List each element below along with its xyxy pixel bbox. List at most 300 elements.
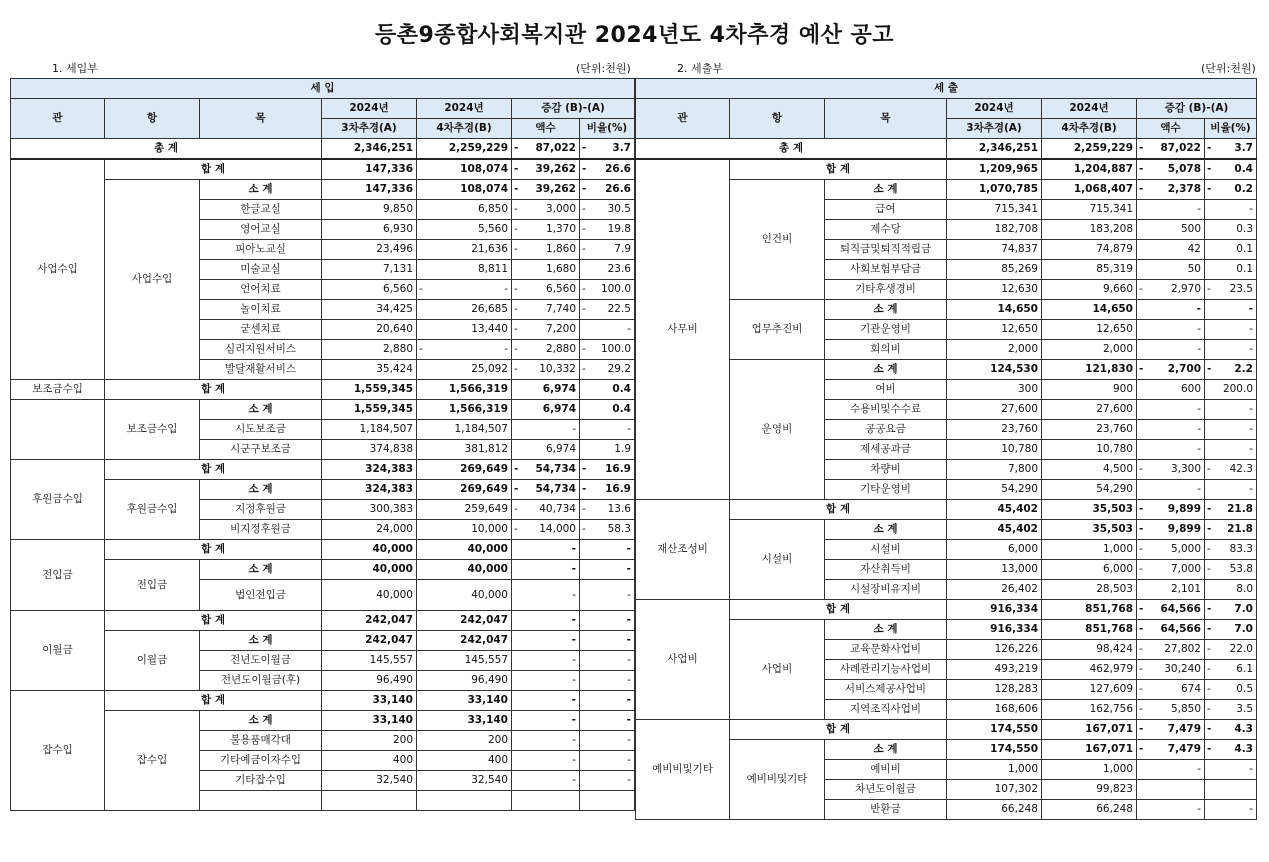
cell-diff-ratio: - — [580, 631, 635, 651]
cell-4th-supp: 167,071 — [1042, 740, 1137, 760]
total-b: 2,259,229 — [1042, 139, 1137, 160]
cell-mok: 공공요금 — [825, 420, 947, 440]
cell-diff-amount: - 39,262 — [512, 159, 580, 180]
cell-3rd-supp: 147,336 — [322, 159, 417, 180]
cell-gwan — [11, 400, 105, 460]
cell-3rd-supp: 27,600 — [947, 400, 1042, 420]
cell-4th-supp: 1,000 — [1042, 540, 1137, 560]
cell-4th-supp: 8,811 — [417, 260, 512, 280]
cell-mok: 차년도이월금 — [825, 780, 947, 800]
cell-mok: 기타후생경비 — [825, 280, 947, 300]
cell-diff-ratio: 23.6 — [580, 260, 635, 280]
cell-3rd-supp: 145,557 — [322, 651, 417, 671]
cell-gwan: 이월금 — [11, 611, 105, 691]
cell-4th-supp: 98,424 — [1042, 640, 1137, 660]
total-b: 2,259,229 — [417, 139, 512, 160]
col-ratio: 비율(%) — [580, 119, 635, 139]
cell-diff-ratio: - — [1205, 340, 1257, 360]
cell-4th-supp: 12,650 — [1042, 320, 1137, 340]
cell-mok: 합 계 — [730, 720, 947, 740]
cell-mok: 회의비 — [825, 340, 947, 360]
cell-mok: 급여 — [825, 200, 947, 220]
cell-diff-amount: - — [512, 771, 580, 791]
cell-4th-supp: 200 — [417, 731, 512, 751]
cell-4th-supp: 96,490 — [417, 671, 512, 691]
total-diff: - 87,022 — [1137, 139, 1205, 160]
cell-diff-ratio: 0.1 — [1205, 240, 1257, 260]
cell-mok: 교육문화사업비 — [825, 640, 947, 660]
cell-diff-ratio: - 3.5 — [1205, 700, 1257, 720]
cell-3rd-supp: 242,047 — [322, 611, 417, 631]
table-row — [11, 380, 635, 400]
cell-4th-supp: 35,503 — [1042, 500, 1137, 520]
cell-diff-ratio: - — [580, 560, 635, 580]
cell-3rd-supp: 1,070,785 — [947, 180, 1042, 200]
cell-mok: 시도보조금 — [200, 420, 322, 440]
cell-diff-amount: - — [1137, 300, 1205, 320]
cell-mok: 차량비 — [825, 460, 947, 480]
cell-3rd-supp: 40,000 — [322, 580, 417, 611]
cell-diff-amount: - — [512, 671, 580, 691]
col-mok: 목 — [825, 99, 947, 139]
table-row — [636, 620, 1257, 640]
cell-3rd-supp: 32,540 — [322, 771, 417, 791]
cell-diff-amount: 500 — [1137, 220, 1205, 240]
cell-4th-supp: 21,636 — [417, 240, 512, 260]
cell-diff-ratio: - 100.0 — [580, 280, 635, 300]
col-y1: 2024년 — [322, 99, 417, 119]
cell-mok: 심리지원서비스 — [200, 340, 322, 360]
cell-3rd-supp: 35,424 — [322, 360, 417, 380]
col-y1-sub: 3차추경(A) — [947, 119, 1042, 139]
cell-diff-ratio: - 4.3 — [1205, 740, 1257, 760]
cell-mok: 영어교실 — [200, 220, 322, 240]
cell-diff-ratio: - — [1205, 200, 1257, 220]
total-ratio: - 3.7 — [1205, 139, 1257, 160]
cell-diff-amount: 50 — [1137, 260, 1205, 280]
cell-3rd-supp: 324,383 — [322, 460, 417, 480]
cell-4th-supp: 9,660 — [1042, 280, 1137, 300]
cell-3rd-supp: 96,490 — [322, 671, 417, 691]
cell-diff-amount: - — [1137, 440, 1205, 460]
cell-diff-ratio: - — [580, 671, 635, 691]
cell-gwan: 보조금수입 — [11, 380, 105, 400]
cell-4th-supp: 715,341 — [1042, 200, 1137, 220]
cell-diff-amount: 6,974 — [512, 380, 580, 400]
cell-3rd-supp: 715,341 — [947, 200, 1042, 220]
cell-diff-amount: - 27,802 — [1137, 640, 1205, 660]
cell-mok: 합 계 — [105, 460, 322, 480]
table-row — [11, 631, 635, 651]
cell-3rd-supp: 23,760 — [947, 420, 1042, 440]
cell-mok: 합 계 — [105, 611, 322, 631]
cell-diff-amount: - 3,000 — [512, 200, 580, 220]
cell-mok: 지역조직사업비 — [825, 700, 947, 720]
cell-diff-amount: - — [1137, 420, 1205, 440]
cell-diff-amount: - 7,200 — [512, 320, 580, 340]
cell-diff-ratio: - — [1205, 400, 1257, 420]
cell-3rd-supp: 54,290 — [947, 480, 1042, 500]
cell-3rd-supp: 182,708 — [947, 220, 1042, 240]
expense-group-header: 세 출 — [636, 79, 1257, 99]
table-row — [11, 691, 635, 711]
cell-4th-supp: 1,068,407 — [1042, 180, 1137, 200]
table-row — [11, 711, 635, 731]
cell-4th-supp: 127,609 — [1042, 680, 1137, 700]
cell-4th-supp — [417, 791, 512, 811]
cell-3rd-supp: 916,334 — [947, 620, 1042, 640]
cell-gwan: 후원금수입 — [11, 460, 105, 540]
income-group-header: 세 입 — [11, 79, 635, 99]
cell-diff-ratio: 0.3 — [1205, 220, 1257, 240]
cell-diff-amount — [1137, 780, 1205, 800]
cell-4th-supp: 40,000 — [417, 540, 512, 560]
cell-diff-amount: - — [512, 540, 580, 560]
income-table — [10, 78, 635, 811]
cell-4th-supp: 99,823 — [1042, 780, 1137, 800]
cell-4th-supp: - - — [417, 340, 512, 360]
cell-diff-ratio: - 23.5 — [1205, 280, 1257, 300]
table-row — [636, 520, 1257, 540]
cell-diff-amount: - — [1137, 400, 1205, 420]
table-row — [636, 740, 1257, 760]
cell-diff-amount: 6,974 — [512, 440, 580, 460]
cell-mok: 기타예금이자수입 — [200, 751, 322, 771]
cell-diff-ratio: - 21.8 — [1205, 520, 1257, 540]
cell-gwan: 사업비 — [636, 600, 730, 720]
cell-gwan: 예비비및기타 — [636, 720, 730, 820]
col-gwan: 관 — [636, 99, 730, 139]
cell-diff-amount: 600 — [1137, 380, 1205, 400]
cell-3rd-supp: 400 — [322, 751, 417, 771]
cell-mok: 합 계 — [105, 540, 322, 560]
cell-diff-ratio: - — [1205, 420, 1257, 440]
cell-mok: 소 계 — [825, 360, 947, 380]
cell-diff-ratio: - 26.6 — [580, 180, 635, 200]
cell-hang: 운영비 — [730, 360, 825, 500]
cell-mok: 사회보험부담금 — [825, 260, 947, 280]
cell-4th-supp: 900 — [1042, 380, 1137, 400]
cell-4th-supp: 40,000 — [417, 560, 512, 580]
cell-4th-supp: 1,204,887 — [1042, 159, 1137, 180]
cell-mok: 소 계 — [200, 560, 322, 580]
cell-4th-supp: 10,000 — [417, 520, 512, 540]
cell-hang: 사업비 — [730, 620, 825, 720]
cell-diff-amount: - — [1137, 320, 1205, 340]
cell-hang: 잡수입 — [105, 711, 200, 811]
cell-mok: 시설장비유지비 — [825, 580, 947, 600]
cell-4th-supp: 108,074 — [417, 159, 512, 180]
cell-diff-ratio: - 22.0 — [1205, 640, 1257, 660]
cell-3rd-supp: 916,334 — [947, 600, 1042, 620]
cell-diff-amount: - — [512, 691, 580, 711]
cell-diff-ratio: - — [1205, 800, 1257, 820]
cell-mok: 합 계 — [105, 691, 322, 711]
cell-mok: 제수당 — [825, 220, 947, 240]
table-row — [11, 540, 635, 560]
income-unit: (단위:천원) — [576, 62, 631, 75]
cell-diff-ratio: 0.1 — [1205, 260, 1257, 280]
cell-4th-supp: 269,649 — [417, 480, 512, 500]
cell-diff-ratio: - — [580, 711, 635, 731]
cell-3rd-supp: 126,226 — [947, 640, 1042, 660]
cell-diff-ratio: - 7.0 — [1205, 620, 1257, 640]
cell-diff-ratio: - — [580, 320, 635, 340]
expense-section-title: 2. 세출부 — [677, 62, 723, 75]
cell-mok: 소 계 — [825, 620, 947, 640]
cell-mok: 소 계 — [825, 740, 947, 760]
cell-4th-supp: 5,560 — [417, 220, 512, 240]
cell-diff-ratio: - 0.4 — [1205, 159, 1257, 180]
cell-4th-supp: 40,000 — [417, 580, 512, 611]
cell-3rd-supp: 20,640 — [322, 320, 417, 340]
cell-diff-amount: - — [512, 751, 580, 771]
cell-mok: 전년도이월금 — [200, 651, 322, 671]
cell-mok: 언어치료 — [200, 280, 322, 300]
cell-4th-supp: 162,756 — [1042, 700, 1137, 720]
cell-3rd-supp — [322, 791, 417, 811]
cell-hang: 인건비 — [730, 180, 825, 300]
cell-4th-supp: 400 — [417, 751, 512, 771]
cell-mok: 소 계 — [825, 180, 947, 200]
cell-3rd-supp: 300,383 — [322, 500, 417, 520]
cell-diff-ratio: - 53.8 — [1205, 560, 1257, 580]
cell-diff-amount: - — [1137, 760, 1205, 780]
col-diff: 증감 (B)-(A) — [512, 99, 635, 119]
cell-diff-amount: - 9,899 — [1137, 500, 1205, 520]
cell-4th-supp: 35,503 — [1042, 520, 1137, 540]
cell-3rd-supp: 40,000 — [322, 540, 417, 560]
total-label: 총 계 — [11, 139, 322, 160]
cell-4th-supp: 74,879 — [1042, 240, 1137, 260]
cell-3rd-supp: 1,209,965 — [947, 159, 1042, 180]
cell-mok: 반환금 — [825, 800, 947, 820]
cell-3rd-supp: 174,550 — [947, 740, 1042, 760]
table-row — [11, 180, 635, 200]
cell-4th-supp: - - — [417, 280, 512, 300]
cell-diff-amount: - — [512, 711, 580, 731]
cell-mok: 시군구보조금 — [200, 440, 322, 460]
cell-mok: 불용품매각대 — [200, 731, 322, 751]
cell-3rd-supp: 74,837 — [947, 240, 1042, 260]
cell-3rd-supp: 26,402 — [947, 580, 1042, 600]
cell-diff-amount: 42 — [1137, 240, 1205, 260]
cell-3rd-supp: 2,000 — [947, 340, 1042, 360]
cell-4th-supp: 851,768 — [1042, 600, 1137, 620]
cell-gwan: 전입금 — [11, 540, 105, 611]
total-label: 총 계 — [636, 139, 947, 160]
cell-diff-ratio: - — [1205, 440, 1257, 460]
cell-diff-ratio: - 16.9 — [580, 460, 635, 480]
cell-mok: 놀이치료 — [200, 300, 322, 320]
cell-diff-ratio: - — [580, 580, 635, 611]
cell-4th-supp: 242,047 — [417, 611, 512, 631]
cell-diff-amount: - — [1137, 480, 1205, 500]
cell-diff-ratio: - 42.3 — [1205, 460, 1257, 480]
cell-4th-supp: 851,768 — [1042, 620, 1137, 640]
cell-diff-amount: - 1,860 — [512, 240, 580, 260]
cell-diff-ratio: - — [580, 420, 635, 440]
cell-diff-amount: - 1,370 — [512, 220, 580, 240]
cell-mok: 지정후원금 — [200, 500, 322, 520]
cell-3rd-supp: 6,560 — [322, 280, 417, 300]
cell-3rd-supp: 33,140 — [322, 711, 417, 731]
cell-mok: 기타운영비 — [825, 480, 947, 500]
cell-mok: 소 계 — [200, 400, 322, 420]
cell-mok: 소 계 — [200, 180, 322, 200]
cell-4th-supp: 269,649 — [417, 460, 512, 480]
cell-mok: 합 계 — [730, 500, 947, 520]
cell-mok: 소 계 — [825, 520, 947, 540]
cell-4th-supp: 10,780 — [1042, 440, 1137, 460]
cell-gwan: 사업수입 — [11, 159, 105, 380]
page-title: 등촌9종합사회복지관 2024년도 4차추경 예산 공고 — [374, 23, 895, 48]
cell-mok: 합 계 — [105, 380, 322, 400]
cell-3rd-supp: 1,559,345 — [322, 380, 417, 400]
cell-3rd-supp: 174,550 — [947, 720, 1042, 740]
cell-3rd-supp: 12,630 — [947, 280, 1042, 300]
cell-diff-ratio: - 7.0 — [1205, 600, 1257, 620]
cell-hang: 시설비 — [730, 520, 825, 600]
cell-diff-amount: - 7,479 — [1137, 720, 1205, 740]
cell-3rd-supp: 107,302 — [947, 780, 1042, 800]
cell-mok: 자산취득비 — [825, 560, 947, 580]
cell-3rd-supp: 1,184,507 — [322, 420, 417, 440]
cell-diff-amount: - 39,262 — [512, 180, 580, 200]
cell-mok: 굳센치료 — [200, 320, 322, 340]
cell-mok — [200, 791, 322, 811]
cell-4th-supp: 27,600 — [1042, 400, 1137, 420]
cell-4th-supp: 145,557 — [417, 651, 512, 671]
col-amount: 액수 — [512, 119, 580, 139]
expense-unit: (단위:천원) — [1201, 62, 1256, 75]
cell-diff-ratio: - 22.5 — [580, 300, 635, 320]
cell-diff-amount: - — [512, 560, 580, 580]
cell-hang: 보조금수입 — [105, 400, 200, 460]
cell-diff-ratio: - — [1205, 320, 1257, 340]
cell-mok: 발달재활서비스 — [200, 360, 322, 380]
cell-diff-ratio: - — [580, 731, 635, 751]
cell-4th-supp: 1,184,507 — [417, 420, 512, 440]
cell-4th-supp: 6,850 — [417, 200, 512, 220]
cell-diff-amount: - — [512, 420, 580, 440]
cell-hang: 사업수입 — [105, 180, 200, 380]
cell-diff-amount: - — [512, 731, 580, 751]
cell-diff-amount: - 9,899 — [1137, 520, 1205, 540]
cell-diff-ratio: - 16.9 — [580, 480, 635, 500]
table-row — [636, 180, 1257, 200]
cell-hang: 업무추진비 — [730, 300, 825, 360]
cell-4th-supp: 28,503 — [1042, 580, 1137, 600]
cell-mok: 소 계 — [825, 300, 947, 320]
cell-3rd-supp: 124,530 — [947, 360, 1042, 380]
cell-diff-ratio: - 4.3 — [1205, 720, 1257, 740]
cell-diff-amount: - 6,560 — [512, 280, 580, 300]
cell-4th-supp: 1,000 — [1042, 760, 1137, 780]
cell-3rd-supp: 1,559,345 — [322, 400, 417, 420]
col-y2-sub: 4차추경(B) — [1042, 119, 1137, 139]
cell-mok: 비지정후원금 — [200, 520, 322, 540]
cell-4th-supp: 242,047 — [417, 631, 512, 651]
cell-4th-supp: 121,830 — [1042, 360, 1137, 380]
cell-3rd-supp: 85,269 — [947, 260, 1042, 280]
cell-4th-supp: 462,979 — [1042, 660, 1137, 680]
cell-diff-ratio: - 2.2 — [1205, 360, 1257, 380]
cell-diff-ratio: - 13.6 — [580, 500, 635, 520]
total-a: 2,346,251 — [947, 139, 1042, 160]
table-row — [636, 720, 1257, 740]
cell-mok: 여비 — [825, 380, 947, 400]
cell-diff-ratio: - 58.3 — [580, 520, 635, 540]
cell-diff-ratio: - 19.8 — [580, 220, 635, 240]
cell-diff-amount: 2,101 — [1137, 580, 1205, 600]
table-row — [11, 400, 635, 420]
cell-mok: 퇴직금및퇴직적립금 — [825, 240, 947, 260]
cell-4th-supp: 167,071 — [1042, 720, 1137, 740]
cell-diff-ratio: - — [1205, 300, 1257, 320]
cell-mok: 예비비 — [825, 760, 947, 780]
cell-diff-ratio: - 21.8 — [1205, 500, 1257, 520]
cell-diff-ratio: - 26.6 — [580, 159, 635, 180]
cell-3rd-supp: 374,838 — [322, 440, 417, 460]
table-row — [11, 480, 635, 500]
cell-3rd-supp: 300 — [947, 380, 1042, 400]
cell-diff-amount: - 54,734 — [512, 460, 580, 480]
col-amount: 액수 — [1137, 119, 1205, 139]
cell-3rd-supp: 493,219 — [947, 660, 1042, 680]
cell-diff-ratio: - 0.2 — [1205, 180, 1257, 200]
cell-3rd-supp: 45,402 — [947, 500, 1042, 520]
cell-mok: 소 계 — [200, 480, 322, 500]
cell-3rd-supp: 33,140 — [322, 691, 417, 711]
table-row — [11, 159, 635, 180]
total-a: 2,346,251 — [322, 139, 417, 160]
cell-diff-amount: - 2,378 — [1137, 180, 1205, 200]
cell-4th-supp: 4,500 — [1042, 460, 1137, 480]
cell-3rd-supp: 34,425 — [322, 300, 417, 320]
cell-mok: 기관운영비 — [825, 320, 947, 340]
cell-diff-amount: - 64,566 — [1137, 620, 1205, 640]
cell-mok: 합 계 — [730, 600, 947, 620]
income-total-row — [11, 139, 635, 160]
cell-3rd-supp: 324,383 — [322, 480, 417, 500]
cell-4th-supp: 14,650 — [1042, 300, 1137, 320]
col-y1-sub: 3차추경(A) — [322, 119, 417, 139]
cell-diff-ratio: - — [1205, 760, 1257, 780]
cell-diff-ratio: - — [580, 691, 635, 711]
cell-4th-supp: 54,290 — [1042, 480, 1137, 500]
cell-mok: 제세공과금 — [825, 440, 947, 460]
cell-diff-ratio: - 7.9 — [580, 240, 635, 260]
table-row — [636, 300, 1257, 320]
cell-3rd-supp: 147,336 — [322, 180, 417, 200]
cell-4th-supp: 183,208 — [1042, 220, 1137, 240]
cell-gwan: 재산조성비 — [636, 500, 730, 600]
table-row — [11, 460, 635, 480]
cell-diff-ratio: - 100.0 — [580, 340, 635, 360]
cell-hang: 이월금 — [105, 631, 200, 691]
cell-4th-supp: 6,000 — [1042, 560, 1137, 580]
cell-3rd-supp: 66,248 — [947, 800, 1042, 820]
cell-3rd-supp: 9,850 — [322, 200, 417, 220]
col-hang: 항 — [730, 99, 825, 139]
income-section-title: 1. 세입부 — [52, 62, 98, 75]
table-row — [11, 560, 635, 580]
cell-diff-amount: - 7,740 — [512, 300, 580, 320]
col-mok: 목 — [200, 99, 322, 139]
cell-3rd-supp: 200 — [322, 731, 417, 751]
col-gwan: 관 — [11, 99, 105, 139]
